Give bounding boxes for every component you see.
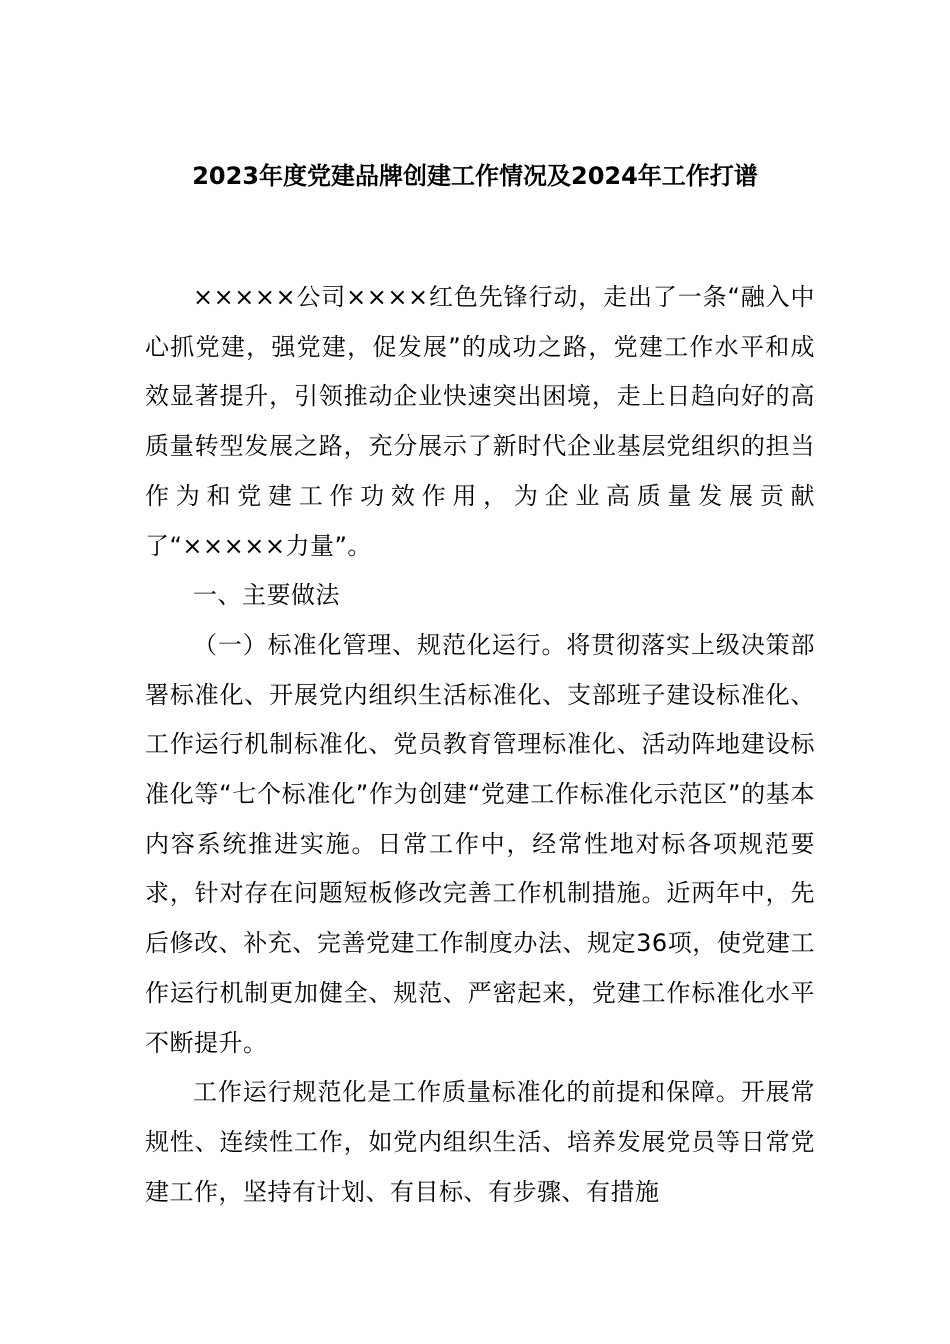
- document-body: [145, 273, 815, 1217]
- section-heading: 一、主要做法: [193, 581, 340, 610]
- intro-paragraph: ×××××公司××××红色先锋行动，走出了一条“融入中心抓党建，强党建，促发展”的成功之路，党建工作水平和成效显著提升，引领推动企业快速突出困境，走上日趋向好的高质量转型发展之路，充分展示了新时代企业基层党组织的担当作为和党建工作功效作用，为企业高质量发展贡献了“×××××力量”。: [145, 283, 815, 560]
- body-paragraph: 工作运行规范化是工作质量标准化的前提和保障。开展常规性、连续性工作，如党内组织生活、培养发展党员等日常党建工作，坚持有计划、有目标、有步骤、有措施: [145, 1078, 815, 1206]
- document-title: 2023年度党建品牌创建工作情况及2024年工作打谱: [192, 162, 758, 190]
- subsection-paragraph: （一）标准化管理、规范化运行。将贯彻落实上级决策部署标准化、开展党内组织生活标准化、支部班子建设标准化、工作运行机制标准化、党员教育管理标准化、活动阵地建设标准化等“七个标准化”作为创建“党建工作标准化示范区”的基本内容系统推进实施。日常工作中，经常性地对标各项规范要求，针对存在问题短板修改完善工作机制措施。近两年中，先后修改、补充、完善党建工作制度办法、规定36项，使党建工作运行机制更加健全、规范、严密起来，党建工作标准化水平不断提升。: [145, 630, 815, 1057]
